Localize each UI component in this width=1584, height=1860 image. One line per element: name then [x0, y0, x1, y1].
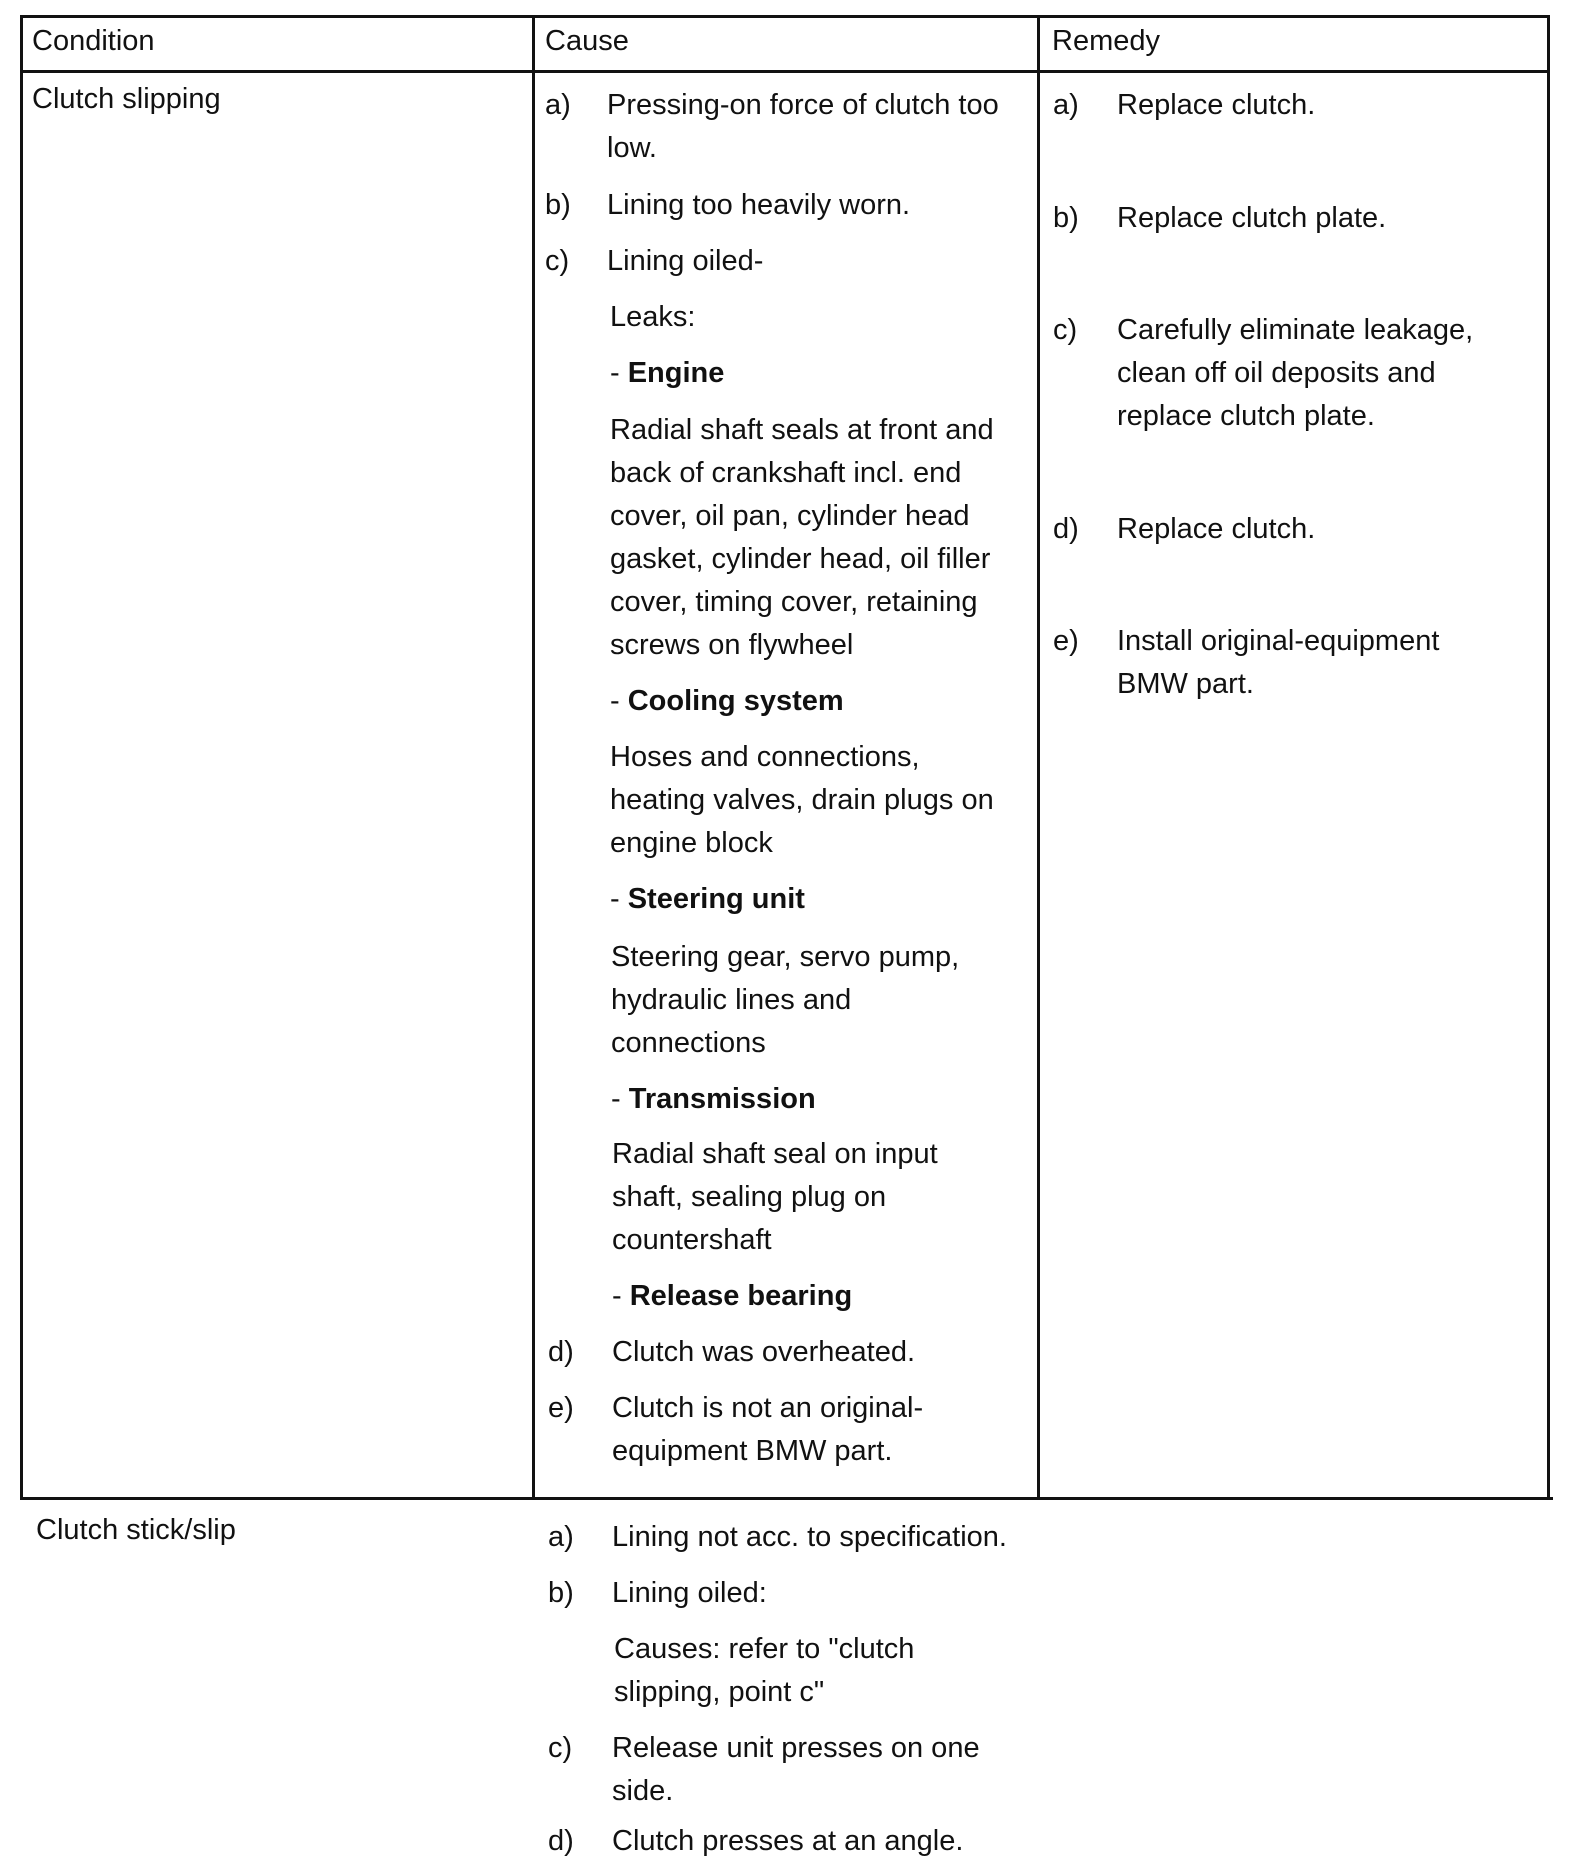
remedy-letter-e: e): [1053, 625, 1079, 657]
cause-subheading-release-bearing: [612, 1275, 852, 1318]
cause-c-line: side.: [612, 1775, 674, 1807]
header-row-divider: [20, 70, 1550, 73]
condition-clutch-slipping: Clutch slipping: [32, 83, 221, 115]
subheading-text: Release bearing: [629, 1280, 853, 1312]
cause-a-line: Pressing-on force of clutch too: [607, 89, 999, 121]
cause-b-detail-line: slipping, point c": [614, 1676, 825, 1708]
cause-steering-line: connections: [611, 1027, 766, 1059]
cause-letter-e: e): [548, 1392, 574, 1424]
cause-e-line: Clutch is not an original-: [612, 1392, 924, 1424]
cause-letter-a: a): [548, 1521, 574, 1553]
cause-steering-line: hydraulic lines and: [611, 984, 852, 1016]
subheading-text: Cooling system: [627, 685, 844, 717]
cause-letter-b: b): [548, 1577, 574, 1609]
subheading-text: Transmission: [628, 1083, 816, 1115]
cause-engine-line: screws on flywheel: [610, 629, 854, 661]
remedy-letter-b: b): [1053, 202, 1079, 234]
remedy-a-line: Replace clutch.: [1117, 89, 1316, 121]
subheading-text: Steering unit: [627, 883, 805, 915]
remedy-e-line: Install original-equipment: [1117, 625, 1440, 657]
subheading-dash: -: [610, 357, 628, 389]
cause-engine-line: cover, timing cover, retaining: [610, 586, 978, 618]
cause-d-line: Clutch was overheated.: [612, 1336, 916, 1368]
cause-b-line: Lining too heavily worn.: [607, 189, 911, 221]
header-cause: Cause: [545, 25, 629, 57]
cause-letter-c: c): [545, 245, 570, 277]
subheading-dash: -: [610, 685, 628, 717]
table-bottom-border: [20, 1497, 1553, 1500]
remedy-c-line: replace clutch plate.: [1117, 400, 1375, 432]
remedy-letter-c: c): [1053, 314, 1078, 346]
remedy-c-line: Carefully eliminate leakage,: [1117, 314, 1474, 346]
cause-letter-a: a): [545, 89, 571, 121]
cause-cooling-line: heating valves, drain plugs on: [610, 784, 994, 816]
cause-c-line: Release unit presses on one: [612, 1732, 980, 1764]
header-remedy: Remedy: [1052, 25, 1160, 57]
cause-cooling-line: engine block: [610, 827, 773, 859]
cause-engine-line: cover, oil pan, cylinder head: [610, 500, 970, 532]
header-condition: Condition: [32, 25, 155, 57]
cause-transmission-line: shaft, sealing plug on: [612, 1181, 887, 1213]
table-right-border: [1547, 15, 1550, 1500]
cause-subheading-engine: [610, 352, 724, 395]
cause-letter-c: c): [548, 1732, 573, 1764]
remedy-letter-a: a): [1053, 89, 1079, 121]
column-divider-remedy: [1037, 15, 1040, 1500]
cause-a-line: Lining not acc. to specification.: [612, 1521, 1007, 1553]
cause-leaks-label: Leaks:: [610, 301, 696, 333]
subheading-dash: -: [611, 1083, 629, 1115]
cause-letter-b: b): [545, 189, 571, 221]
remedy-e-line: BMW part.: [1117, 668, 1254, 700]
condition-clutch-stick-slip: Clutch stick/slip: [36, 1514, 236, 1546]
cause-letter-d: d): [548, 1336, 574, 1368]
cause-transmission-line: countershaft: [612, 1224, 772, 1256]
cause-a-line: low.: [607, 132, 657, 164]
cause-steering-line: Steering gear, servo pump,: [611, 941, 960, 973]
table-left-border: [20, 15, 23, 1500]
subheading-dash: -: [612, 1280, 630, 1312]
table-top-border: [20, 15, 1550, 18]
cause-subheading-cooling: [610, 680, 844, 723]
cause-subheading-transmission: [611, 1078, 816, 1121]
cause-b-line: Lining oiled:: [612, 1577, 767, 1609]
cause-letter-d: d): [548, 1825, 574, 1857]
column-divider-cause: [532, 15, 535, 1500]
remedy-d-line: Replace clutch.: [1117, 513, 1316, 545]
cause-c-line: Lining oiled-: [607, 245, 764, 277]
cause-engine-line: back of crankshaft incl. end: [610, 457, 962, 489]
cause-engine-line: Radial shaft seals at front and: [610, 414, 994, 446]
remedy-letter-d: d): [1053, 513, 1079, 545]
cause-engine-line: gasket, cylinder head, oil filler: [610, 543, 991, 575]
cause-cooling-line: Hoses and connections,: [610, 741, 920, 773]
remedy-b-line: Replace clutch plate.: [1117, 202, 1387, 234]
cause-b-detail-line: Causes: refer to "clutch: [614, 1633, 915, 1665]
cause-e-line: equipment BMW part.: [612, 1435, 893, 1467]
subheading-text: Engine: [627, 357, 725, 389]
cause-subheading-steering: [610, 878, 805, 921]
cause-d-line: Clutch presses at an angle.: [612, 1825, 964, 1857]
subheading-dash: -: [610, 883, 628, 915]
remedy-c-line: clean off oil deposits and: [1117, 357, 1436, 389]
cause-transmission-line: Radial shaft seal on input: [612, 1138, 938, 1170]
